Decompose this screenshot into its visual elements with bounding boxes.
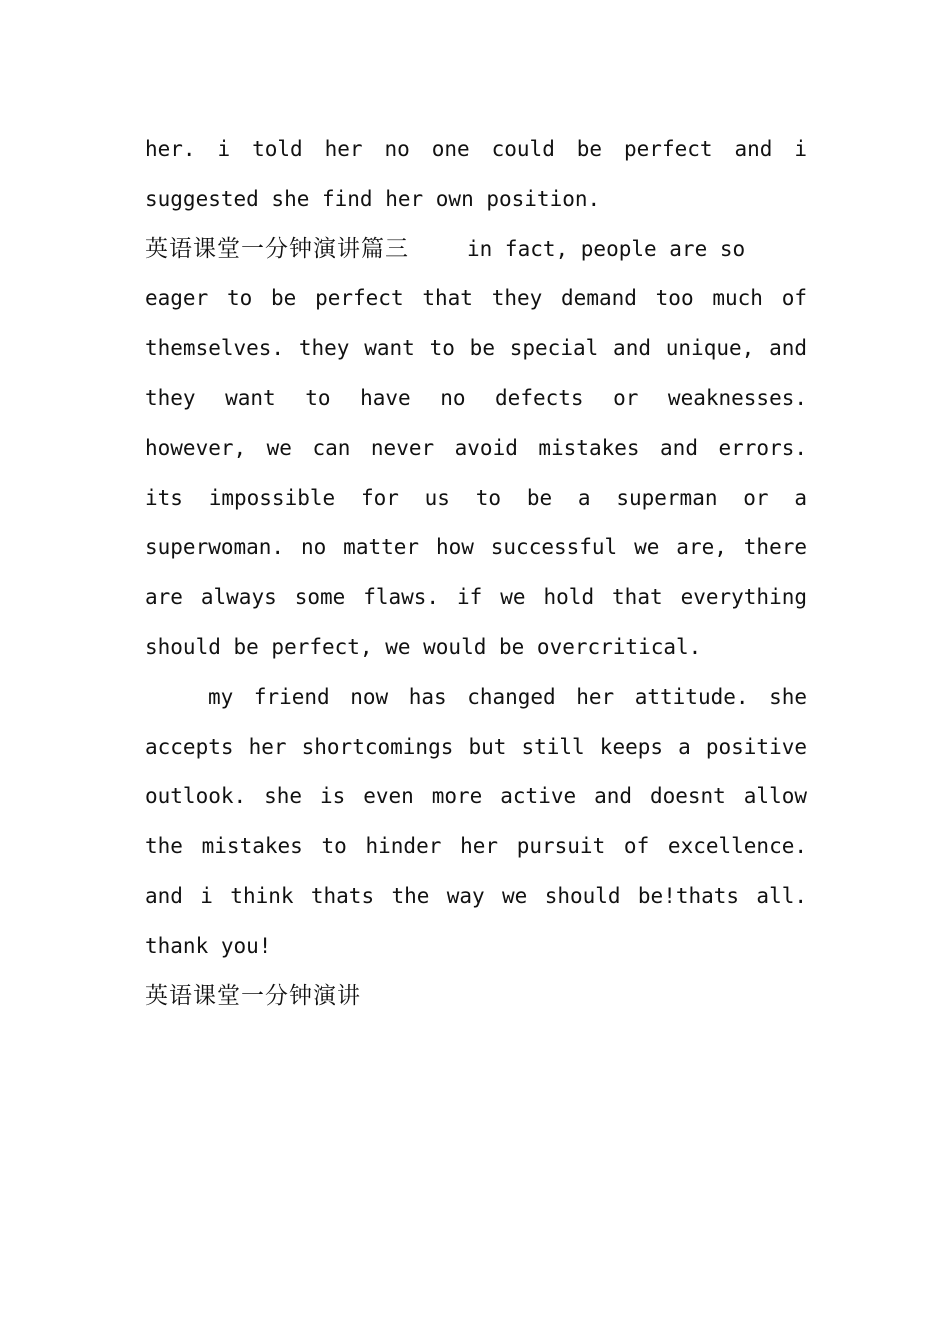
footer-heading-line — [145, 972, 807, 1022]
document-body — [145, 125, 807, 1021]
text-line: thank you! — [145, 933, 272, 958]
text-line: my friend now has changed her attitude. she — [208, 684, 807, 709]
text-line: themselves. they want to be special and unique, and — [145, 336, 807, 361]
text-line: however, we can never avoid mistakes and errors. — [145, 435, 807, 460]
text-line: accepts her shortcomings but still keeps a positive — [145, 734, 807, 759]
text-line: its impossible for us to be a superman or a — [145, 485, 807, 510]
text-line: should be perfect, we would be overcritical. — [145, 634, 702, 659]
text-line: in fact, people are so — [467, 236, 746, 261]
text-line: the mistakes to hinder her pursuit of excellence. — [145, 834, 807, 859]
text-line: they want to have no defects or weaknesses. — [145, 385, 807, 410]
text-line: and i think thats the way we should be!thats all. — [145, 883, 807, 908]
text-line: outlook. she is even more active and doesnt allow — [145, 784, 807, 809]
section-heading-line — [145, 225, 807, 275]
text-line: are always some flaws. if we hold that everything — [145, 585, 807, 610]
text-line: her. i told her no one could be perfect and i — [145, 137, 807, 161]
text-line: suggested she find her own position. — [145, 186, 601, 211]
text-line: eager to be perfect that they demand too much of — [145, 286, 807, 311]
section-heading: 英语课堂一分钟演讲篇三 — [145, 235, 409, 262]
footer-heading: 英语课堂一分钟演讲 — [145, 982, 361, 1009]
text-line: superwoman. no matter how successful we are, there — [145, 535, 807, 560]
